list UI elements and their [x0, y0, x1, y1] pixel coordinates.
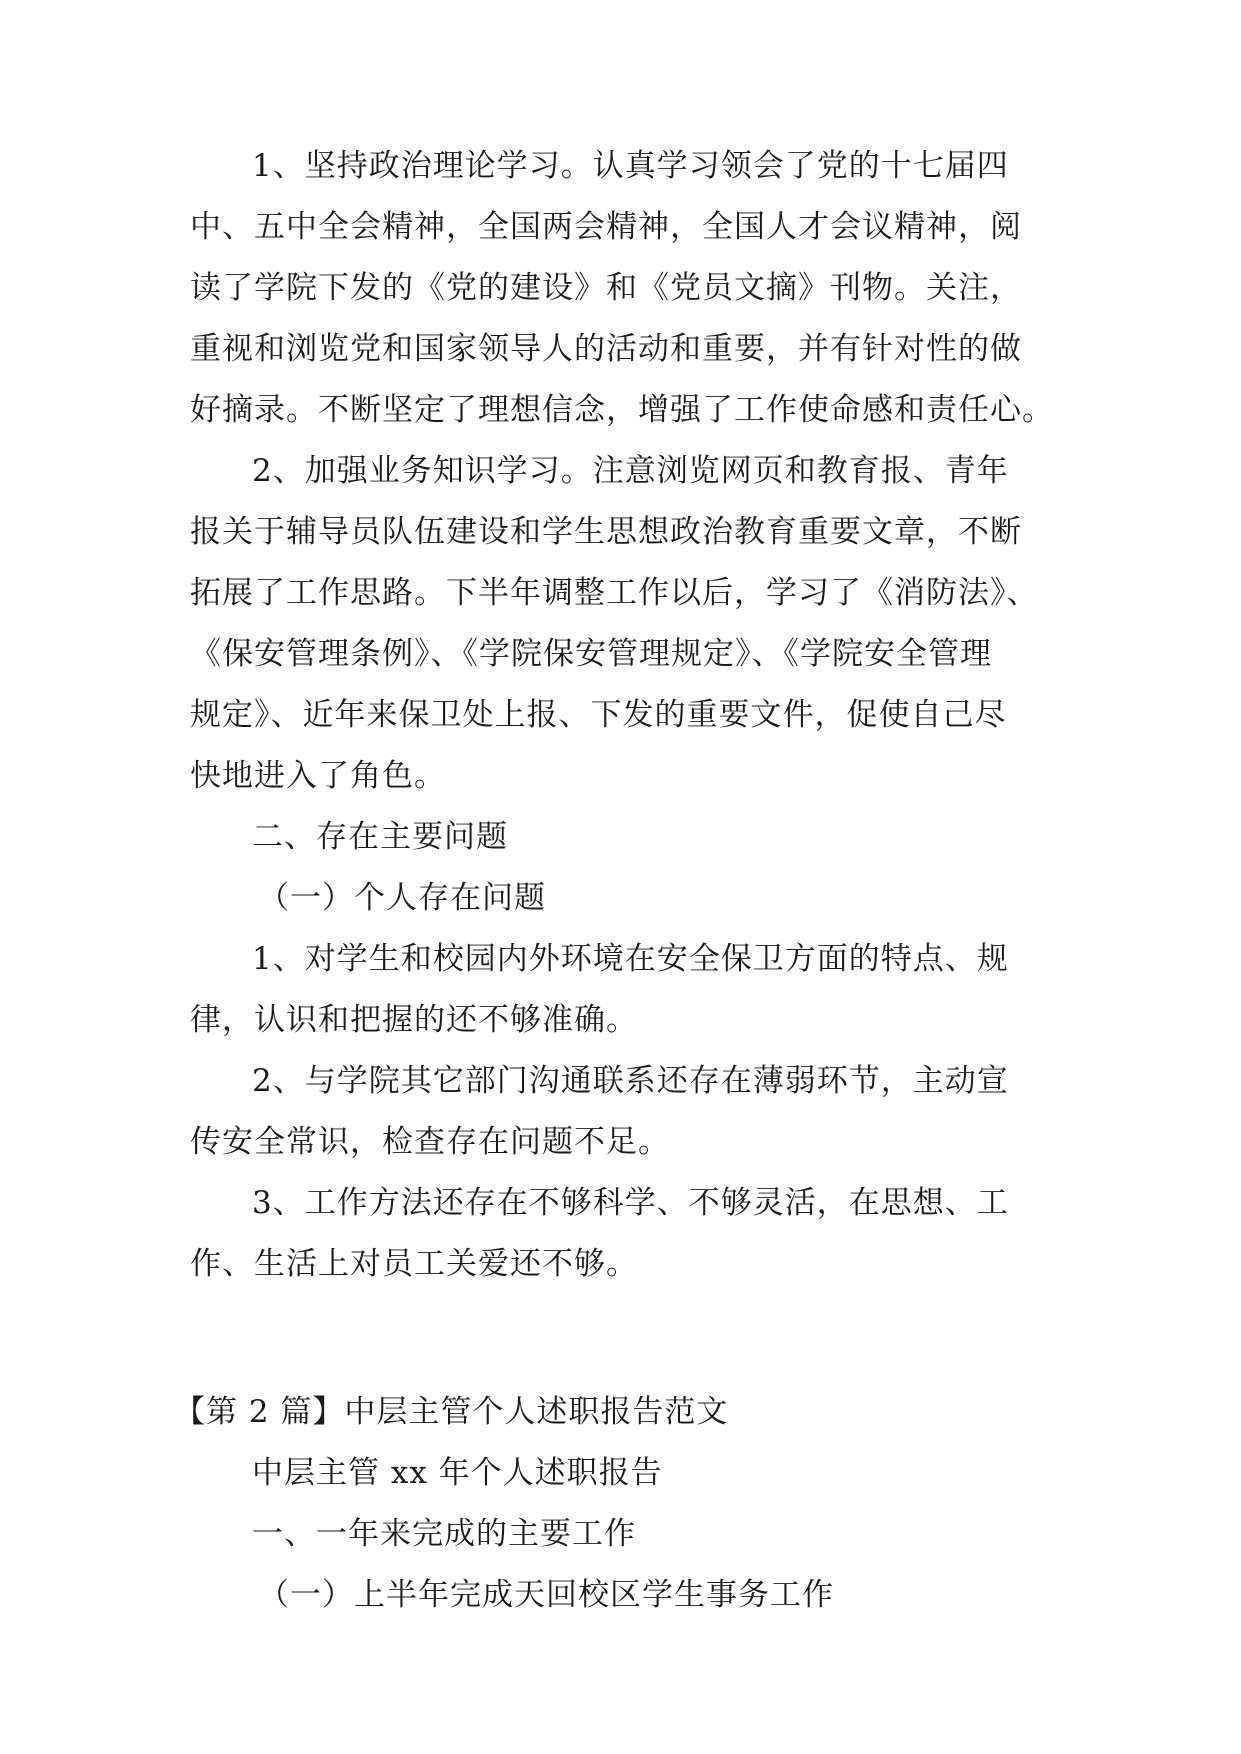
text-line: 快地进入了角色。 [190, 758, 446, 794]
text-line: 中、五中全会精神，全国两会精神，全国人才会议精神，阅 [190, 209, 1022, 245]
text-line: 律，认识和把握的还不够准确。 [190, 1002, 638, 1038]
paragraph-theory-study [190, 136, 1070, 441]
text-line: 读了学院下发的《党的建设》和《党员文摘》刊物。关注， [190, 270, 1022, 306]
subtitle-text: 中层主管 xx 年个人述职报告 [252, 1455, 663, 1491]
text-line: 1、对学生和校园内外环境在安全保卫方面的特点、规 [252, 941, 1009, 977]
text-line: 1、坚持政治理论学习。认真学习领会了党的十七届四 [252, 148, 1009, 184]
paragraph-problem-1 [190, 929, 1070, 1051]
text-line: 报关于辅导员队伍建设和学生思想政治教育重要文章，不断 [190, 514, 1022, 550]
section-subtitle [190, 1443, 1070, 1504]
heading-text: 二、存在主要问题 [252, 819, 508, 855]
text-line: 拓展了工作思路。下半年调整工作以后，学习了《消防法》、 [190, 575, 1039, 611]
text-line: 2、与学院其它部门沟通联系还存在薄弱环节，主动宣 [252, 1063, 1009, 1099]
heading-main-work [190, 1504, 1070, 1565]
paragraph-problem-2 [190, 1051, 1070, 1173]
text-line: 重视和浏览党和国家领导人的活动和重要，并有针对性的做 [190, 331, 1022, 367]
heading-text: （一）个人存在问题 [258, 880, 546, 916]
text-line: 3、工作方法还存在不够科学、不够灵活，在思想、工 [252, 1185, 1009, 1221]
heading-text: （一）上半年完成天回校区学生事务工作 [258, 1577, 834, 1613]
text-line: 传安全常识，检查存在问题不足。 [190, 1124, 670, 1160]
text-line: 《保安管理条例》、《学院保安管理规定》、《学院安全管理 [190, 636, 992, 672]
heading-first-half [190, 1565, 1070, 1626]
paragraph-business-study [190, 441, 1070, 807]
section-title: 【第 2 篇】中层主管个人述职报告范文 [174, 1394, 729, 1430]
heading-text: 一、一年来完成的主要工作 [252, 1516, 636, 1552]
paragraph-problem-3 [190, 1173, 1070, 1295]
text-line: 好摘录。不断坚定了理想信念，增强了工作使命感和责任心。 [190, 392, 1054, 428]
text-line: 规定》、近年来保卫处上报、下发的重要文件，促使自己尽 [190, 697, 1007, 733]
heading-main-problems [190, 807, 1070, 868]
heading-personal-problems [190, 868, 1070, 929]
text-line: 作、生活上对员工关爱还不够。 [190, 1246, 638, 1282]
text-line: 2、加强业务知识学习。注意浏览网页和教育报、青年 [252, 453, 1009, 489]
